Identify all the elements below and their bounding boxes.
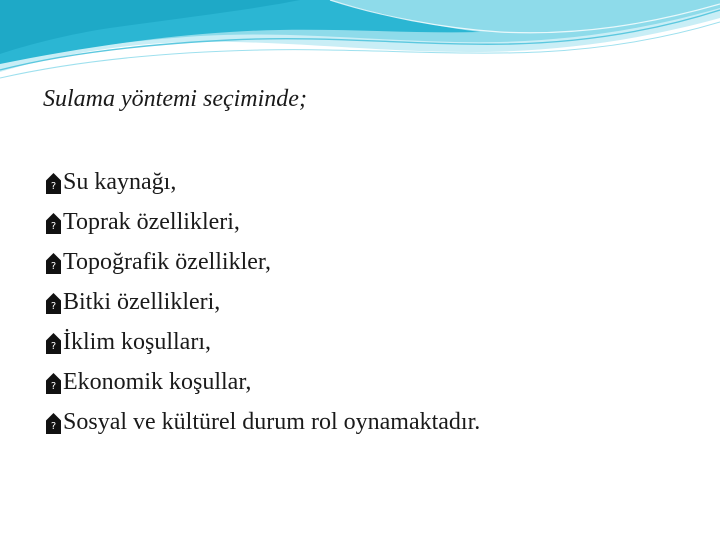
list-item	[46, 362, 480, 402]
list-item	[46, 402, 480, 442]
svg-text:?: ?	[50, 300, 57, 312]
svg-text:?: ?	[50, 220, 57, 232]
missing-glyph-icon	[46, 293, 61, 314]
bullet-text: Bitki özellikleri,	[63, 288, 221, 315]
bullet-text: Sosyal ve kültürel durum rol oynamaktadır.	[63, 408, 481, 435]
bullet-text: Topoğrafik özellikler,	[63, 248, 271, 275]
svg-text:?: ?	[50, 180, 57, 192]
missing-glyph-icon	[46, 253, 61, 274]
list-item	[46, 242, 480, 282]
missing-glyph-icon	[46, 373, 61, 394]
svg-text:?: ?	[50, 420, 57, 432]
bullet-text: Toprak özellikleri,	[63, 208, 240, 235]
list-item	[46, 322, 480, 362]
bullet-text: İklim koşulları,	[63, 328, 211, 355]
missing-glyph-icon	[46, 213, 61, 234]
svg-text:?: ?	[50, 260, 57, 272]
bullet-text: Su kaynağı,	[63, 168, 177, 195]
slide-title: Sulama yöntemi seçiminde;	[43, 86, 307, 112]
missing-glyph-icon	[46, 413, 61, 434]
bullet-text: Ekonomik koşullar,	[63, 368, 252, 395]
svg-text:?: ?	[50, 380, 57, 392]
missing-glyph-icon	[46, 333, 61, 354]
bullet-list	[46, 162, 480, 442]
list-item	[46, 162, 480, 202]
header-wave-decoration	[0, 0, 720, 90]
list-item	[46, 282, 480, 322]
svg-text:?: ?	[50, 340, 57, 352]
list-item	[46, 202, 480, 242]
missing-glyph-icon	[46, 173, 61, 194]
